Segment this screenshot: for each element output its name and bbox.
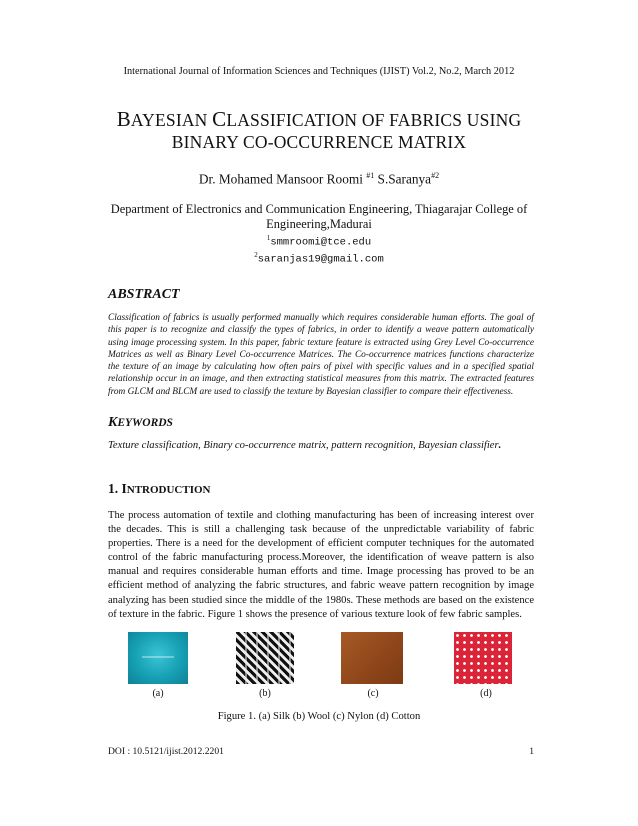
page-number: 1 <box>529 746 534 757</box>
figure-label-d: (d) <box>480 688 492 699</box>
silk-fabric-image <box>128 632 188 684</box>
affiliation-line2: Engineering,Madurai <box>266 217 372 231</box>
affiliation <box>0 202 638 265</box>
keywords-text: Texture classification, Binary co-occurrence matrix, pattern recognition, Bayesian classifier. <box>108 440 502 451</box>
email-2: $^2$saranjas19@gmail.com <box>254 250 384 265</box>
keywords-heading: KEYWORDS <box>108 415 173 430</box>
paper-title-line1: BAYESIAN CLASSIFICATION OF FABRICS USING <box>116 107 522 131</box>
journal-header: International Journal of Information Sciences and Techniques (IJIST) Vol.2, No.2, March 2012 <box>123 66 515 77</box>
paper-title-line2: BINARY CO-OCCURRENCE MATRIX <box>171 132 467 152</box>
affiliation-line1: Department of Electronics and Communication Engineering, Thiagarajar College of <box>110 202 528 216</box>
figure-label-c: (c) <box>367 688 379 699</box>
doi-footer: DOI : 10.5121/ijist.2012.2201 <box>108 746 224 757</box>
intro-heading: 1. INTRODUCTION <box>108 481 211 496</box>
figure-label-b: (b) <box>259 688 271 699</box>
figure-caption: Figure 1. (a) Silk (b) Wool (c) Nylon (d) Cotton <box>217 711 421 722</box>
abstract-heading: ABSTRACT <box>108 287 180 302</box>
nylon-fabric-image <box>341 632 403 684</box>
author-list: Dr. Mohamed Mansoor Roomi $^{\#1}$ S.Saranya$^{\#2}$ <box>198 171 440 187</box>
abstract-text: Classification of fabrics is usually performed manually which requires considerable human efforts. The goal of this paper is to recognize and classify the types of fabrics, in order to identify a weave pattern automatically using image processing system. In this paper, fabric texture feature is extracted using Grey Level Co-occurrence Matrices as well as Binary Level Co-occurrence Matrices. The Co-occurrence matrices functions characterize the texture of an image by calculating how often pairs of pixel with specific values and in a specified spatial relationship occur in an image, and then extracting statistical measures from this matrix. The extracted features from GLCM and BLCM are used to classify the texture by Bayesian classifier to compare their effectiveness. <box>108 313 534 397</box>
email-1: $^1$smmroomi@tce.edu <box>266 234 372 249</box>
wool-fabric-image <box>236 632 294 684</box>
figure-label-a: (a) <box>152 688 164 699</box>
intro-paragraph: The process automation of textile and clothing manufacturing has been of increasing interest over the decades. This is still a challenging task because of the unpredictable variability of fabric properties. There is a need for the development of efficient computer techniques for the automated control of the fabric manufacturing process.Moreover, the identification of weave pattern is also manual and requires considerable human efforts and time. Image processing has proved to be an efficient method of analyzing the fabric structures, and fabric weave pattern recognition by image analyzing has been studied since the middle of the 1980s. These methods are based on the existence of texture in the fabric. Figure 1 shows the presence of various texture look of few fabric samples. <box>108 510 534 620</box>
cotton-fabric-image <box>454 632 512 684</box>
